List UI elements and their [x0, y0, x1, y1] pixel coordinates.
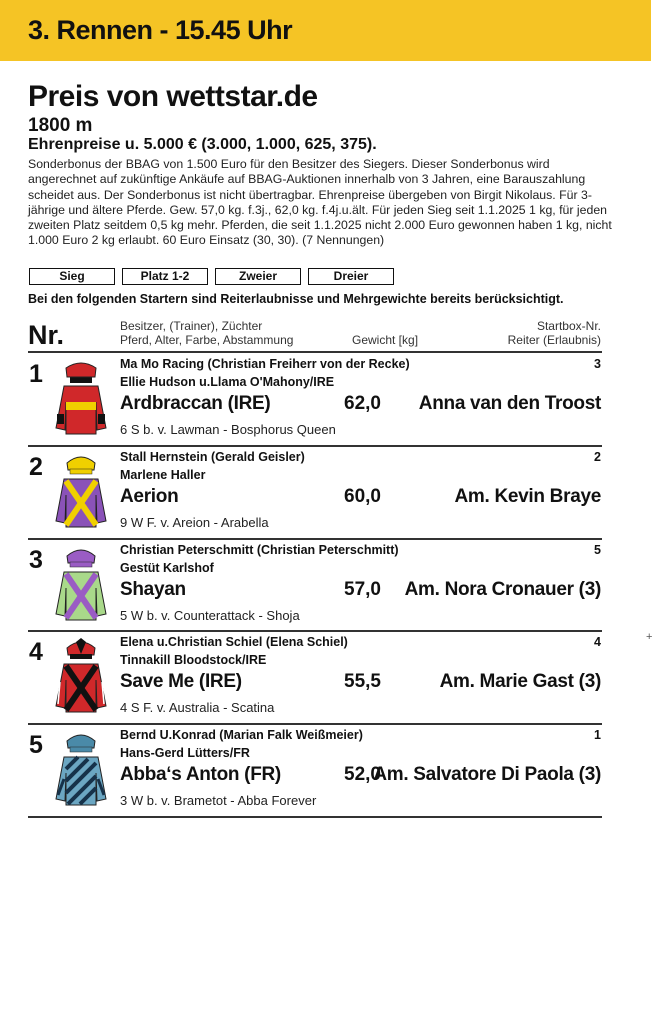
jockey-silks-icon: [50, 636, 112, 716]
runner-jockey: Am. Salvatore Di Paola (3): [373, 764, 601, 785]
race-distance: 1800 m: [28, 115, 93, 136]
runner-number: 1: [29, 360, 43, 388]
header-divider: [28, 351, 602, 353]
column-owner-header: Besitzer, (Trainer), Züchter: [120, 319, 263, 333]
runner-pedigree: 3 W b. v. Brametot - Abba Forever: [120, 793, 317, 808]
runner-number: 4: [29, 638, 43, 666]
runner-pedigree: 6 S b. v. Lawman - Bosphorus Queen: [120, 422, 336, 437]
row-divider: [28, 816, 602, 818]
runner-owner: Christian Peterschmitt (Christian Peterschmitt): [120, 543, 399, 557]
column-horse-header: Pferd, Alter, Farbe, Abstammung: [120, 333, 294, 347]
runner-jockey: Am. Marie Gast (3): [439, 671, 601, 692]
runner-pedigree: 4 S F. v. Australia - Scatina: [120, 700, 275, 715]
runner-row[interactable]: [0, 632, 651, 724]
weights-note: Bei den folgenden Startern sind Reiterlaubnisse und Mehrgewichte bereits berücksichtigt.: [28, 292, 564, 306]
runner-breeder: Ellie Hudson u.Llama O'Mahony/IRE: [120, 375, 335, 389]
column-box-header: Startbox-Nr.: [536, 319, 601, 333]
runner-breeder: Marlene Haller: [120, 468, 206, 482]
runner-jockey: Am. Nora Cronauer (3): [404, 579, 601, 600]
runner-startbox: 1: [594, 728, 601, 742]
bet-platz-button[interactable]: Platz 1-2: [122, 268, 208, 285]
runner-breeder: Hans-Gerd Lütters/FR: [120, 746, 250, 760]
column-jockey-header: Reiter (Erlaubnis): [507, 333, 601, 347]
jockey-silks-icon: [50, 729, 112, 809]
runner-breeder: Gestüt Karlshof: [120, 561, 214, 575]
runner-startbox: 4: [594, 635, 601, 649]
runner-number: 2: [29, 453, 43, 481]
runner-number: 3: [29, 546, 43, 574]
race-prize: Ehrenpreise u. 5.000 € (3.000, 1.000, 625, 375).: [28, 136, 377, 153]
jockey-silks-icon: [50, 451, 112, 531]
runner-horse-name[interactable]: Aerion: [120, 486, 179, 507]
race-title: Preis von wettstar.de: [28, 80, 318, 113]
runner-startbox: 5: [594, 543, 601, 557]
bet-sieg-button[interactable]: Sieg: [29, 268, 115, 285]
runner-jockey: Am. Kevin Braye: [454, 486, 601, 507]
runner-owner: Stall Hernstein (Gerald Geisler): [120, 450, 305, 464]
jockey-silks-icon: [50, 358, 112, 438]
bet-dreier-button[interactable]: Dreier: [308, 268, 394, 285]
runner-number: 5: [29, 731, 43, 759]
runner-jockey: Anna van den Troost: [418, 393, 601, 414]
runner-horse-name[interactable]: Ardbraccan (IRE): [120, 393, 271, 414]
runner-row[interactable]: [0, 447, 651, 539]
runner-breeder: Tinnakill Bloodstock/IRE: [120, 653, 267, 667]
runner-startbox: 2: [594, 450, 601, 464]
edge-mark: +: [646, 631, 652, 643]
jockey-silks-icon: [50, 544, 112, 624]
runner-horse-name[interactable]: Shayan: [120, 579, 186, 600]
race-header-bar: [0, 0, 651, 61]
runner-owner: Bernd U.Konrad (Marian Falk Weißmeier): [120, 728, 363, 742]
runner-row[interactable]: [0, 540, 651, 632]
column-nr-header: Nr.: [28, 320, 65, 350]
runner-pedigree: 5 W b. v. Counterattack - Shoja: [120, 608, 300, 623]
runner-row[interactable]: [0, 354, 651, 446]
runner-owner: Ma Mo Racing (Christian Freiherr von der Recke): [120, 357, 410, 371]
runner-pedigree: 9 W F. v. Areion - Arabella: [120, 515, 269, 530]
race-number-time: 3. Rennen - 15.45 Uhr: [28, 15, 293, 45]
column-weight-header: Gewicht [kg]: [352, 333, 419, 347]
runner-row[interactable]: [0, 725, 651, 817]
runner-weight: 62,0: [344, 393, 381, 414]
runner-horse-name[interactable]: Abba‘s Anton (FR): [120, 764, 281, 785]
runner-weight: 55,5: [344, 671, 381, 692]
runner-weight: 60,0: [344, 486, 381, 507]
runner-weight: 57,0: [344, 579, 381, 600]
bet-types: [29, 268, 394, 285]
bet-zweier-button[interactable]: Zweier: [215, 268, 301, 285]
runner-startbox: 3: [594, 357, 601, 371]
runner-owner: Elena u.Christian Schiel (Elena Schiel): [120, 635, 348, 649]
runner-horse-name[interactable]: Save Me (IRE): [120, 671, 242, 692]
runner-weight: 52,0: [344, 764, 381, 785]
race-conditions: Sonderbonus der BBAG von 1.500 Euro für den Besitzer des Siegers. Dieser Sonderbonus wird angerechnet auf zukünftige Ankäufe auf BBAG-Auktionen innerhalb von 3 Jahren, eine Barauszahlung scheidet aus. Der Sonderbonus ist nicht übertragbar. Ehrenpreise übergeben von Birgit Nikolaus. Für 3-jährige und ältere Pferde. Gew. 57,0 kg. f.3j., 62,0 kg. f.4j.u.ält. Für jeden Sieg seit 1.1.2025 1 kg, für jeden zweiten Platz seitdem 0,5 kg mehr. Pferden, die seit 1.1.2025 nicht 2.000 Euro gewonnen haben 1 kg, nicht 1.000 Euro 2 kg erlaubt. 60 Euro Einsatz (30, 30). (7 Nennungen): [28, 157, 612, 248]
